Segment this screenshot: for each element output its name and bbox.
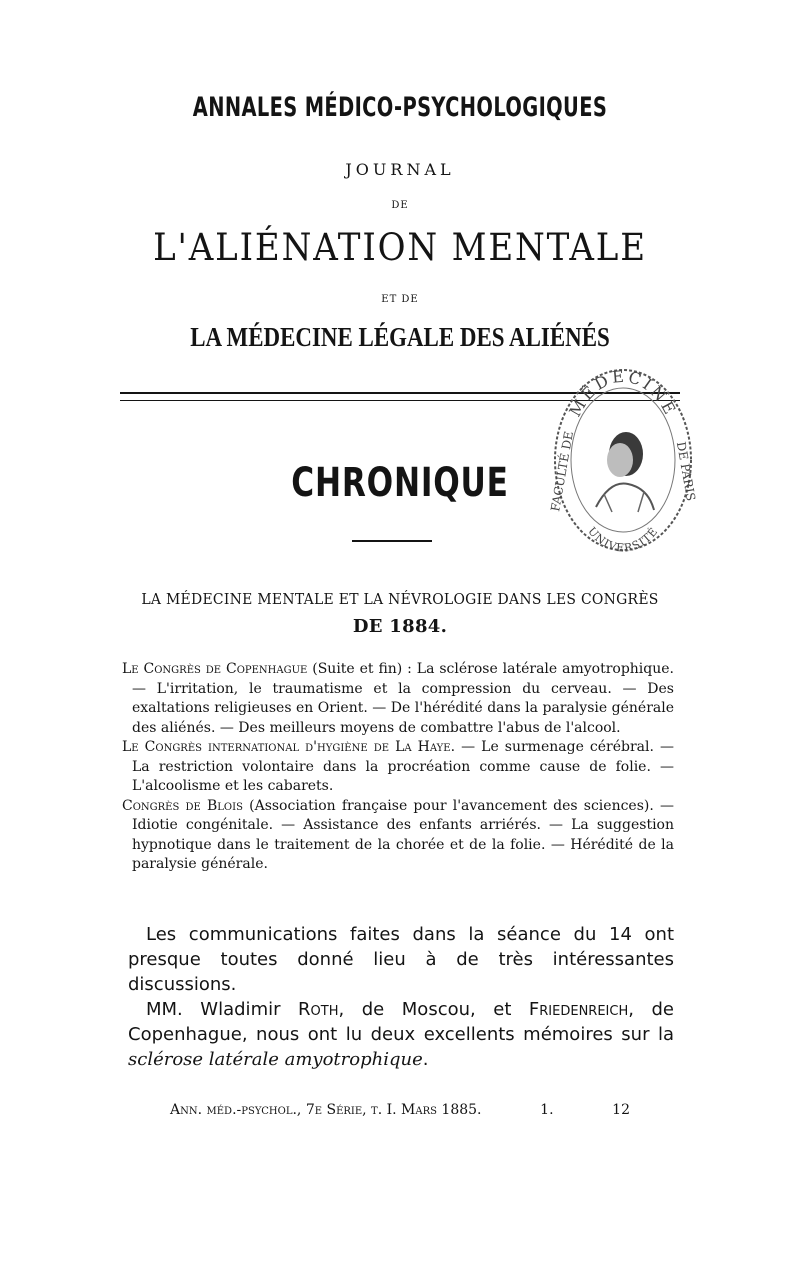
stamp-text-right: DE PARIS — [673, 440, 698, 502]
summary-block — [122, 660, 674, 875]
summary-item-lead: Le Congrès de Copenhague — [122, 661, 308, 677]
footer-citation: Ann. méd.-psychol., 7e Série, t. I. Mars 1885. — [170, 1102, 482, 1118]
et-de-connector: ET DE — [381, 294, 419, 305]
summary-item — [122, 738, 674, 797]
summary-item — [122, 660, 674, 738]
stamp-text-bottom: UNIVERSITÉ — [585, 524, 661, 555]
subtitle-alienation: L'ALIÉNATION MENTALE — [153, 226, 647, 269]
author-name-roth: Roth — [298, 999, 339, 1020]
author-name-friedenreich: Friedenreich — [528, 999, 629, 1020]
body-text-run: . — [422, 1049, 429, 1070]
body-text-run: , de Moscou, et — [338, 999, 529, 1020]
subtitle-medecine-legale: LA MÉDECINE LÉGALE DES ALIÉNÉS — [190, 322, 610, 352]
body-text — [128, 922, 674, 1072]
de-connector: DE — [391, 200, 409, 211]
summary-item-text: — Le surmenage cérébral. — La restriction volontaire dans la procréation comme cause de folie. — L'alcoolisme et les cabarets. — [132, 739, 675, 794]
footer-page-number: 12 — [612, 1102, 630, 1118]
stamp-text-top: MÉDECINE — [565, 366, 681, 420]
summary-item-text: (Suite et fin) : La sclérose latérale amyotrophique. — L'irritation, le traumatisme et la compression du cerveau. — Des exaltations religieuses en Orient. — De l'hérédité dans la paralysie générale des aliénés. — Des meilleurs moyens de combattre l'abus de l'alcool. — [132, 661, 674, 736]
short-rule — [352, 540, 432, 542]
summary-item-text: (Association française pour l'avancement des sciences). — Idiotie congénitale. — Assistance des enfants arriérés. — La suggestion hypnotique dans le traitement de la chorée et de la folie. — Hérédité de la paralysie générale. — [132, 797, 674, 872]
summary-item-lead: Le Congrès international d'hygiène de La Haye. — [122, 739, 456, 755]
section-title-line1: LA MÉDECINE MENTALE ET LA NÉVROLOGIE DANS LES CONGRÈS — [141, 590, 659, 608]
section-title-line2: DE 1884. — [352, 616, 448, 637]
body-text-run: MM. Wladimir — [146, 999, 299, 1020]
stamp-text-left: FACULTÉ DE — [548, 430, 577, 513]
stamp-portrait-icon — [596, 432, 654, 512]
journal-name: ANNALES MÉDICO-PSYCHOLOGIQUES — [192, 92, 608, 123]
journal-label: JOURNAL — [345, 160, 455, 179]
page-footer — [170, 1102, 630, 1118]
summary-item — [122, 797, 674, 875]
footer-sheet-number: 1. — [540, 1102, 554, 1118]
section-title — [120, 585, 680, 641]
summary-item-lead: Congrès de Blois — [122, 797, 243, 814]
section-heading-chronique: CHRONIQUE — [291, 460, 509, 506]
body-paragraph-2 — [128, 997, 674, 1072]
body-text-run: , de Copenhague, nous ont lu deux excellents mémoires sur la — [128, 999, 674, 1045]
body-paragraph-1: Les communications faites dans la séance du 14 ont presque toutes donné lieu à de très intéressantes discussions. — [128, 924, 674, 995]
disease-name-italic: sclérose latérale amyotrophique — [128, 1049, 423, 1070]
library-stamp — [548, 362, 698, 557]
